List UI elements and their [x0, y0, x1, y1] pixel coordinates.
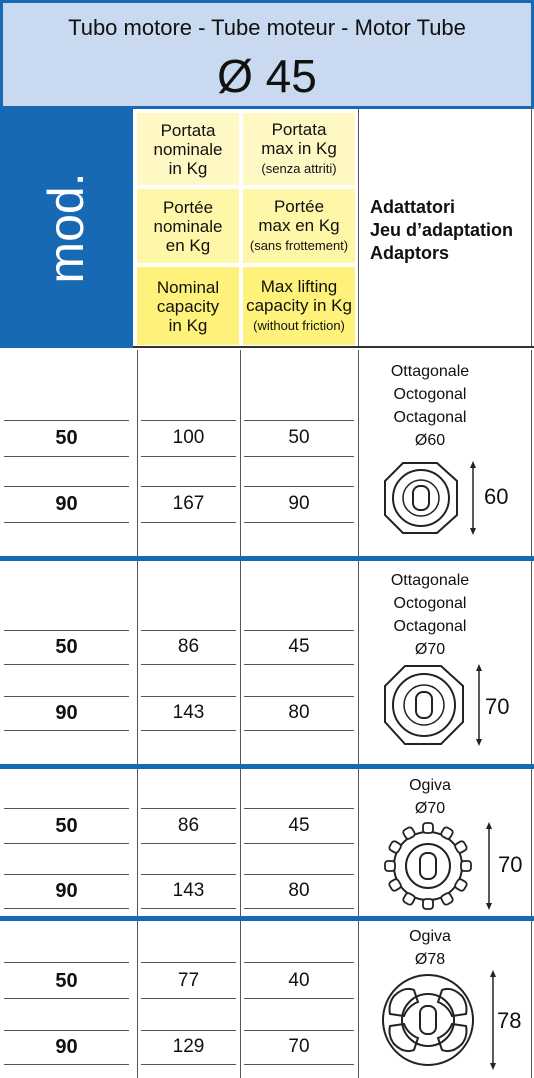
nominal-header-it: Portata nominale in Kg [137, 113, 239, 185]
max-capacity-value: 70 [288, 1036, 310, 1057]
mod-value: 90 [55, 1036, 78, 1058]
max-header-fr: Portée max en Kg (sans frottement) [243, 189, 355, 263]
nominal-capacity-value: 86 [177, 636, 200, 657]
nominal-capacity-value: 77 [177, 970, 200, 991]
mod-label: mod. [38, 172, 94, 284]
mod-value: 50 [55, 636, 78, 658]
diameter-title: Ø 45 [217, 50, 317, 102]
max-capacity-value: 45 [288, 636, 310, 657]
max-header-it: Portata max in Kg (senza attriti) [243, 113, 355, 185]
nominal-capacity-value: 167 [172, 493, 205, 514]
octagonal-adaptor-icon [378, 658, 498, 752]
max-header-en: Max lifting capacity in Kg (without friction) [243, 267, 355, 345]
max-capacity-value: 45 [288, 815, 310, 836]
nominal-header-en: Nominal capacity in Kg [137, 267, 239, 345]
max-capacity-value: 80 [288, 880, 310, 901]
dimension-label: 70 [498, 852, 523, 877]
nominal-capacity-value: 143 [172, 880, 205, 901]
adaptor-label-octagonal-70: Ottagonale Octogonal Octagonal Ø70 [390, 572, 470, 658]
nominal-header-fr: Portée nominale en Kg [137, 189, 239, 263]
max-capacity-value: 50 [288, 427, 310, 448]
dimension-label: 70 [485, 694, 510, 719]
nominal-capacity-value: 100 [172, 427, 205, 448]
adaptor-label-ogive-78: Ogiva Ø78 [409, 928, 451, 968]
max-capacity-value: 40 [288, 970, 310, 991]
mod-value: 50 [55, 970, 78, 992]
nominal-capacity-value: 86 [177, 815, 200, 836]
ogive-adaptor-icon [378, 818, 508, 914]
mod-value: 90 [55, 880, 78, 902]
ogive-adaptor-icon [374, 966, 514, 1074]
octagonal-adaptor-icon [378, 455, 498, 539]
mod-value: 90 [55, 702, 78, 724]
page-header [0, 0, 534, 109]
adaptors-header: Adattatori Jeu d’adaptation Adaptors [370, 197, 514, 263]
adaptor-label-ogive-70: Ogiva Ø70 [409, 777, 451, 817]
dimension-label: 60 [484, 484, 509, 509]
nominal-capacity-value: 129 [172, 1036, 205, 1057]
page-title: Tubo motore - Tube moteur - Motor Tube [68, 15, 466, 40]
max-capacity-value: 90 [288, 493, 310, 514]
adaptor-label-octagonal-60: Ottagonale Octogonal Octagonal Ø60 [390, 363, 470, 449]
nominal-capacity-value: 143 [172, 702, 205, 723]
mod-value: 50 [55, 427, 78, 449]
mod-value: 90 [55, 493, 78, 515]
mod-value: 50 [55, 815, 78, 837]
max-capacity-value: 80 [288, 702, 310, 723]
dimension-label: 78 [497, 1008, 522, 1033]
